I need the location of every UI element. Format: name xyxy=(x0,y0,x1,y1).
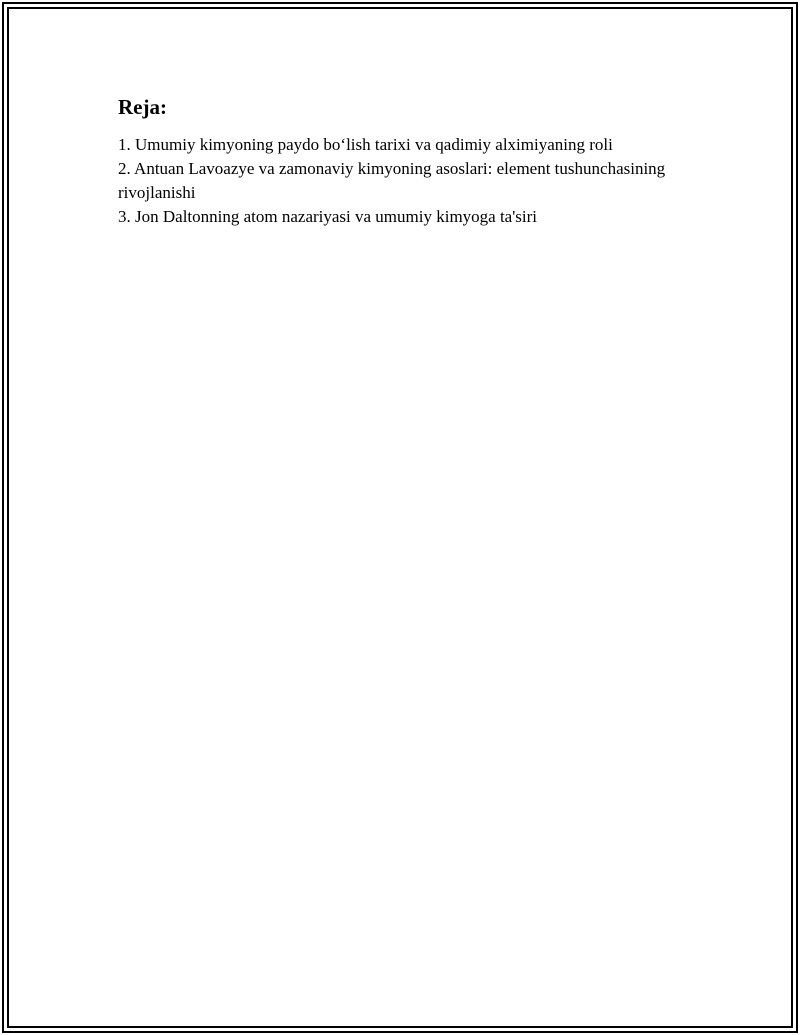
document-content xyxy=(118,95,678,229)
plan-item-3: 3. Jon Daltonning atom nazariyasi va umumiy kimyoga ta'siri xyxy=(118,207,538,226)
plan-list xyxy=(118,133,678,229)
plan-item-1: 1. Umumiy kimyoning paydo bo‘lish tarixi va qadimiy alximiyaning roli xyxy=(118,135,613,154)
plan-item-2: 2. Antuan Lavoazye va zamonaviy kimyoning asoslari: element tushunchasining rivojlanishi xyxy=(118,159,666,202)
plan-heading: Reja: xyxy=(118,95,167,119)
